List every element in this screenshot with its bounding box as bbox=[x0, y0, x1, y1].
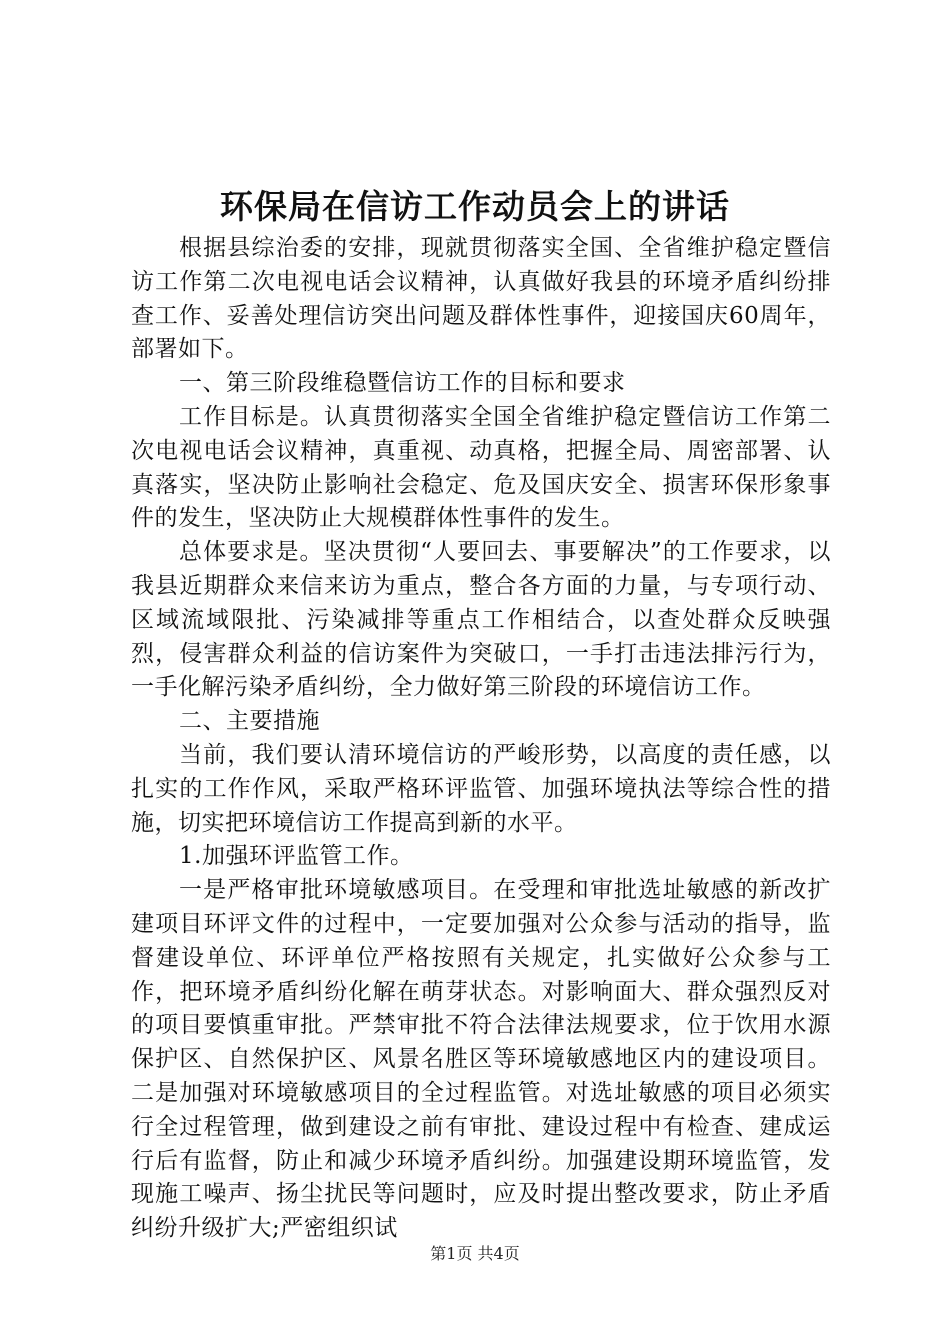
document-title: 环保局在信访工作动员会上的讲话 bbox=[220, 187, 730, 226]
paragraph-measures-intro: 当前，我们要认清环境信访的严峻形势，以高度的责任感，以扎实的工作作风，采取严格环评监管、加强环境执法等综合性的措施，切实把环境信访工作提高到新的水平。 bbox=[131, 741, 831, 836]
paragraph-intro: 根据县综治委的安排，现就贯彻落实全国、全省维护稳定暨信访工作第二次电视电话会议精神，认真做好我县的环境矛盾纠纷排查工作、妥善处理信访突出问题及群体性事件，迎接国庆60周年，部署如下。 bbox=[131, 235, 831, 363]
section-heading-1: 一、第三阶段维稳暨信访工作的目标和要求 bbox=[179, 370, 626, 397]
paragraph-overall-requirement: 总体要求是。坚决贯彻“人要回去、事要解决”的工作要求，以我县近期群众来信来访为重点，整合各方面的力量，与专项行动、区域流域限批、污染减排等重点工作相结合，以查处群众反映强烈，侵害群众利益的信访案件为突破口，一手打击违法排污行为，一手化解污染矛盾纠纷，全力做好第三阶段的环境信访工作。 bbox=[131, 539, 831, 701]
section-heading-2: 二、主要措施 bbox=[179, 708, 320, 735]
paragraph-work-goal: 工作目标是。认真贯彻落实全国全省维护稳定暨信访工作第二次电视电话会议精神，真重视、动真格，把握全局、周密部署、认真落实，坚决防止影响社会稳定、危及国庆安全、损害环保形象事件的发生，坚决防止大规模群体性事件的发生。 bbox=[131, 403, 831, 532]
page-footer: 第1页 共4页 bbox=[430, 1244, 520, 1263]
paragraph-eia-supervision: 一是严格审批环境敏感项目。在受理和审批选址敏感的新改扩建项目环评文件的过程中，一定要加强对公众参与活动的指导，监督建设单位、环评单位严格按照有关规定，扎实做好公众参与工作，把环境矛盾纠纷化解在萌芽状态。对影响面大、群众强烈反对的项目要慎重审批。严禁审批不符合法律法规要求，位于饮用水源保护区、自然保护区、风景名胜区等环境敏感地区内的建设项目。二是加强对环境敏感项目的全过程监管。对选址敏感的项目必须实行全过程管理，做到建设之前有审批、建设过程中有检查、建成运行后有监督，防止和减少环境矛盾纠纷。加强建设期环境监管，发现施工噪声、扬尘扰民等问题时，应及时提出整改要求，防止矛盾纠纷升级扩大;严密组织试 bbox=[131, 877, 831, 1242]
subsection-heading-1: 1.加强环评监管工作。 bbox=[179, 843, 414, 870]
document-body bbox=[131, 232, 831, 1246]
